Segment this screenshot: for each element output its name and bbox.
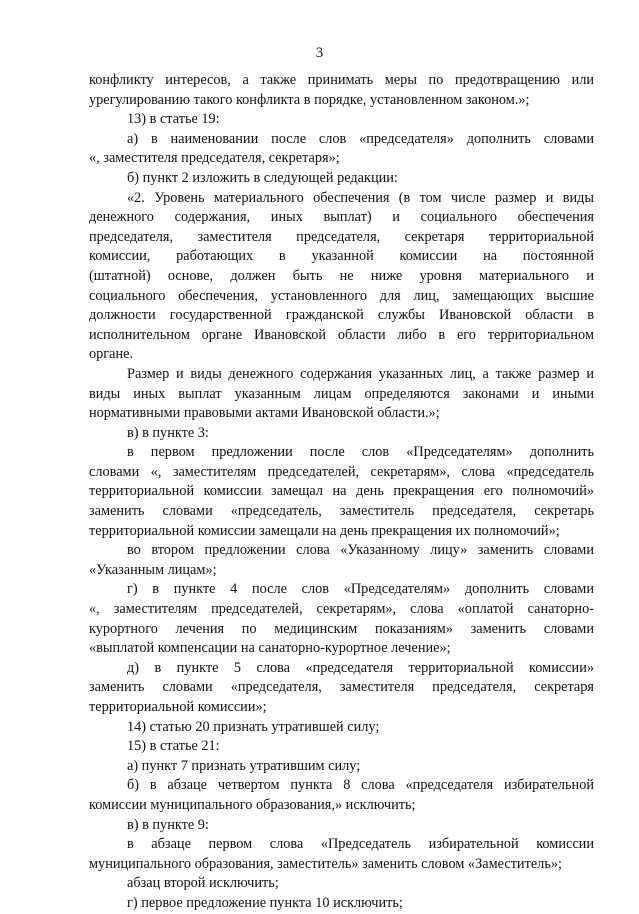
text-line: заменить словами «председателя, заместителя председателя, секретаря	[89, 679, 594, 696]
text-line: в абзаце первом слова «Председатель избирательной комиссии	[127, 836, 594, 853]
text-line: конфликту интересов, а также принимать меры по предотвращению или	[89, 72, 594, 88]
text-line: словами «, заместителям председателей, секретарям», слова «председатель	[89, 463, 594, 480]
text-line: «2. Уровень материального обеспечения (в том числе размер и виды	[127, 189, 594, 206]
page-number: 3	[315, 45, 324, 61]
text-line: 13) в статье 19:	[127, 111, 220, 128]
text-line: «выплатой компенсации на санаторно-курортное лечение»;	[89, 640, 451, 657]
text-line: денежного содержания, иных выплат) и социального обеспечения	[89, 209, 594, 226]
text-line: д) в пункте 5 слова «председателя территориальной комиссии»	[127, 659, 594, 676]
text-line: в) в пункте 9:	[127, 816, 209, 833]
text-line: во втором предложении слова «Указанному лицу» заменить словами	[127, 542, 594, 559]
text-line: нормативными правовыми актами Ивановской области.»;	[89, 405, 440, 422]
text-line: курортного лечения по медицинским показаниям» заменить словами	[89, 620, 594, 637]
text-line: «, заместителям председателей, секретарям», слова «оплатой санаторно-	[89, 601, 594, 618]
text-line: органе.	[89, 346, 134, 363]
text-line: должности государственной гражданской службы Ивановской области в	[89, 307, 594, 324]
text-line: территориальной комиссии замещал на день прекращения его полномочий»	[89, 483, 594, 500]
text-line: г) первое предложение пункта 10 исключить;	[127, 894, 403, 911]
text-line: «Указанным лицам»;	[89, 561, 217, 578]
text-line: б) в абзаце четвертом пункта 8 слова «председателя избирательной	[127, 777, 594, 794]
text-line: урегулированию такого конфликта в порядке, установленном законом.»;	[89, 91, 530, 108]
text-line: абзац второй исключить;	[127, 875, 279, 892]
text-line: 14) статью 20 признать утратившей силу;	[127, 718, 380, 735]
text-line: Размер и виды денежного содержания указанных лиц, а также размер и	[127, 365, 594, 382]
text-line: социального обеспечения, установленного для лиц, замещающих высшие	[89, 287, 594, 304]
text-line: комиссии муниципального образования,» исключить;	[89, 796, 416, 813]
text-line: заменить словами «председатель, заместитель председателя, секретарь	[89, 503, 594, 520]
text-line: «, заместителя председателя, секретаря»;	[89, 150, 340, 167]
text-line: в первом предложении после слов «Председателям» дополнить	[127, 444, 594, 461]
text-line: территориальной комиссии замещали на день прекращения их полномочий»;	[89, 522, 560, 539]
document-body	[89, 71, 594, 914]
text-line: г) в пункте 4 после слов «Председателям» дополнить словами	[127, 581, 594, 598]
text-line: (штатной) основе, должен быть не ниже уровня материального и	[89, 267, 594, 284]
text-line: муниципального образования, заместитель» заменить словом «Заместитель»;	[89, 855, 562, 872]
text-line: б) пункт 2 изложить в следующей редакции:	[127, 169, 398, 186]
text-line: а) пункт 7 признать утратившим силу;	[127, 757, 361, 774]
text-line: комиссии, работающих в указанной комиссии на постоянной	[89, 248, 594, 265]
text-line: виды иных выплат указанным лицам определяются законами и иными	[89, 385, 594, 402]
text-line: а) в наименовании после слов «председателя» дополнить словами	[127, 130, 594, 147]
text-line: исполнительном органе Ивановской области либо в его территориальном	[89, 326, 594, 343]
text-line: в) в пункте 3:	[127, 424, 209, 441]
text-line: 15) в статье 21:	[127, 738, 220, 755]
text-line: территориальной комиссии»;	[89, 699, 267, 715]
text-line: председателя, заместителя председателя, секретаря территориальной	[89, 228, 594, 245]
